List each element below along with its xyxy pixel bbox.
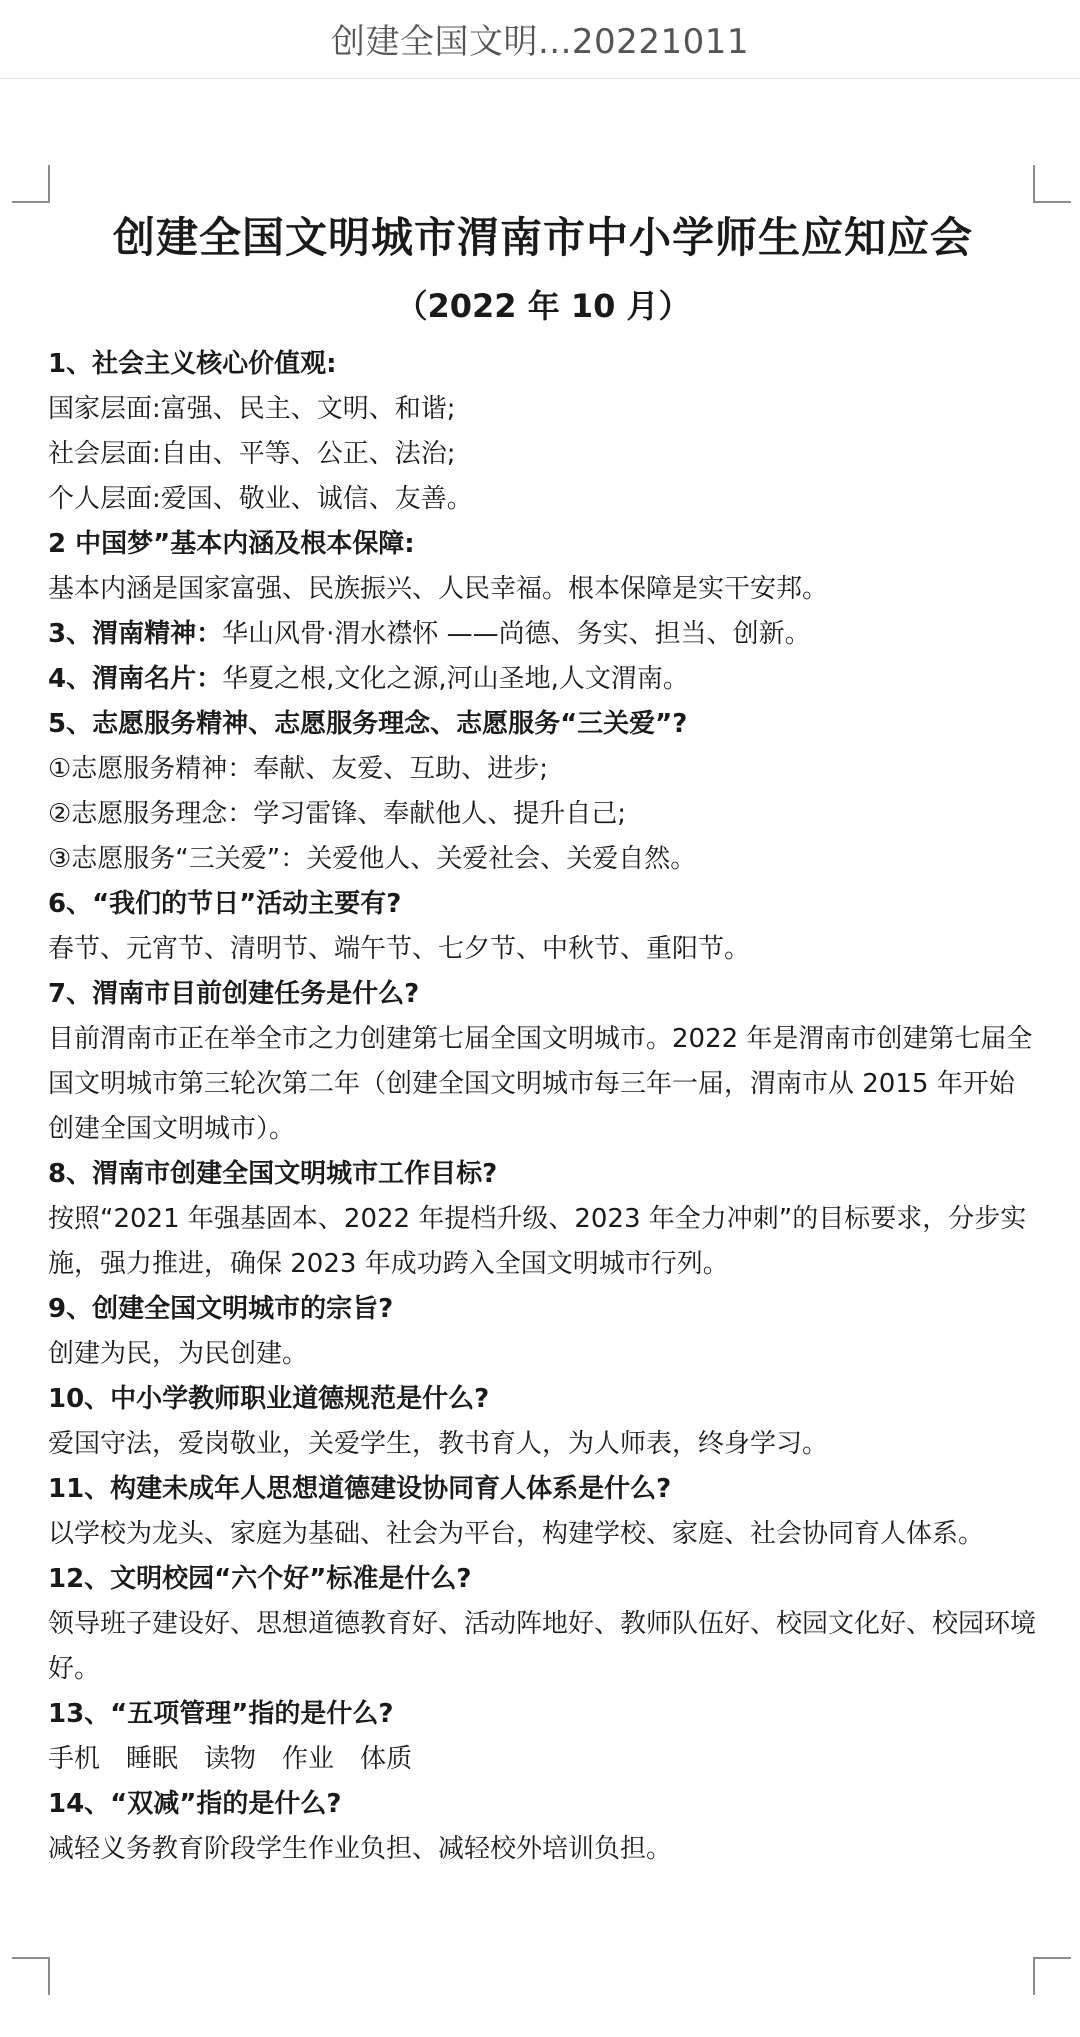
question-7: 7、渭南市目前创建任务是什么? <box>48 979 420 1009</box>
answer-8: 按照“2021 年强基固本、2022 年提档升级、2023 年全力冲刺”的目标要求，分步实施，强力推进，确保 2023 年成功跨入全国文明城市行列。 <box>48 1204 1027 1279</box>
answer-13-word: 睡眠 <box>126 1744 179 1774</box>
answer-2: 基本内涵是国家富强、民族振兴、人民幸福。根本保障是实干安邦。 <box>48 574 829 604</box>
app-header <box>0 0 1080 79</box>
answer-11: 以学校为龙头、家庭为基础、社会为平台，构建学校、家庭、社会协同育人体系。 <box>48 1519 985 1549</box>
answer-3: 华山风骨·渭水襟怀 ——尚德、务实、担当、创新。 <box>222 619 811 649</box>
answer-13 <box>48 1737 1038 1782</box>
document-title: 创建全国文明城市渭南市中小学师生应知应会 <box>112 213 973 262</box>
question-3: 3、渭南精神： <box>48 619 223 649</box>
document-date: （2022 年 10 月） <box>395 287 691 325</box>
answer-13-word: 体质 <box>360 1744 413 1774</box>
answer-1-2: 社会层面:自由、平等、公正、法治; <box>48 439 456 469</box>
question-13: 13、“五项管理”指的是什么? <box>48 1699 394 1729</box>
question-10: 10、中小学教师职业道德规范是什么? <box>48 1384 490 1414</box>
question-11: 11、构建未成年人思想道德建设协同育人体系是什么? <box>48 1474 672 1504</box>
answer-7: 目前渭南市正在举全市之力创建第七届全国文明城市。2022 年是渭南市创建第七届全国文明城市第三轮次第二年（创建全国文明城市每三年一届，渭南市从 2015 年开始创建全国文明城市）。 <box>48 1024 1033 1144</box>
answer-1-3: 个人层面:爱国、敬业、诚信、友善。 <box>48 484 473 514</box>
question-12: 12、文明校园“六个好”标准是什么? <box>48 1564 472 1594</box>
page-corner-marker-bottom-left <box>12 1957 50 1995</box>
answer-10: 爱国守法，爱岗敬业，关爱学生，教书育人，为人师表，终身学习。 <box>48 1429 829 1459</box>
answer-5-3: ③志愿服务“三关爱”：关爱他人、关爱社会、关爱自然。 <box>48 844 697 874</box>
question-8: 8、渭南市创建全国文明城市工作目标? <box>48 1159 498 1189</box>
answer-13-word: 作业 <box>282 1744 335 1774</box>
question-1: 1、社会主义核心价值观: <box>48 349 337 379</box>
answer-1-1: 国家层面:富强、民主、文明、和谐; <box>48 394 456 424</box>
document-page <box>48 200 1038 1872</box>
page-corner-marker-top-right <box>1033 165 1071 203</box>
question-2: 2 中国梦”基本内涵及根本保障: <box>48 529 415 559</box>
question-14: 14、“双减”指的是什么? <box>48 1789 342 1819</box>
question-4: 4、渭南名片： <box>48 664 223 694</box>
item-4 <box>48 657 1038 702</box>
question-6: 6、“我们的节日”活动主要有? <box>48 889 402 919</box>
document-tab-title[interactable]: 创建全国文明...20221011 <box>331 22 749 62</box>
answer-4: 华夏之根,文化之源,河山圣地,人文渭南。 <box>222 664 689 694</box>
answer-13-word: 读物 <box>204 1744 257 1774</box>
answer-5-2: ②志愿服务理念：学习雷锋、奉献他人、提升自己; <box>48 799 627 829</box>
question-9: 9、创建全国文明城市的宗旨? <box>48 1294 394 1324</box>
answer-14: 减轻义务教育阶段学生作业负担、减轻校外培训负担。 <box>48 1834 673 1864</box>
question-5: 5、志愿服务精神、志愿服务理念、志愿服务“三关爱”? <box>48 709 688 739</box>
answer-6: 春节、元宵节、清明节、端午节、七夕节、中秋节、重阳节。 <box>48 934 751 964</box>
page-corner-marker-bottom-right <box>1033 1957 1071 1995</box>
answer-13-word: 手机 <box>48 1744 101 1774</box>
page-corner-marker-top-left <box>12 165 50 203</box>
answer-5-1: ①志愿服务精神：奉献、友爱、互助、进步; <box>48 754 549 784</box>
answer-12: 领导班子建设好、思想道德教育好、活动阵地好、教师队伍好、校园文化好、校园环境好。 <box>48 1609 1037 1684</box>
answer-9: 创建为民，为民创建。 <box>48 1339 309 1369</box>
item-3 <box>48 612 1038 657</box>
